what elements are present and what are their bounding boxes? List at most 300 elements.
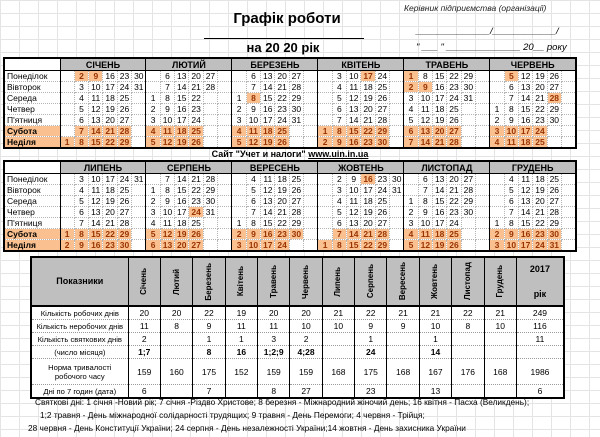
calendar-empty-cell <box>218 115 232 126</box>
month-column-header: Січень <box>139 268 149 295</box>
indicator-value-cell: 10 <box>484 320 516 333</box>
calendar-day-cell: 27 <box>547 196 561 207</box>
calendar-day-cell: 3 <box>404 93 418 104</box>
calendar-day-cell: 11 <box>160 218 174 229</box>
calendar-day-cell: 25 <box>117 185 131 196</box>
calendar-day-cell: 26 <box>189 137 203 149</box>
calendar-empty-cell <box>476 207 490 218</box>
calendar-day-cell: 4 <box>232 126 246 137</box>
calendar-day-cell: 24 <box>117 174 131 185</box>
indicator-value-cell: 27 <box>290 385 322 399</box>
calendar-day-cell: 20 <box>361 104 375 115</box>
calendar-day-cell: 11 <box>261 174 275 185</box>
calendar-empty-cell <box>561 71 576 82</box>
calendar-day-cell: 14 <box>89 126 103 137</box>
calendar-empty-cell <box>390 229 404 240</box>
indicator-value-cell: 9 <box>193 320 225 333</box>
calendar-day-cell: 7 <box>74 218 88 229</box>
calendar-day-cell: 5 <box>146 137 160 149</box>
month-column-header-cell <box>160 257 192 306</box>
calendar-empty-cell <box>390 115 404 126</box>
calendar-day-cell: 16 <box>519 229 533 240</box>
calendar-empty-cell <box>390 207 404 218</box>
calendar-day-cell: 6 <box>404 126 418 137</box>
calendar-empty-cell <box>561 137 576 149</box>
site-url-link[interactable]: www.uin.in.ua <box>308 149 369 159</box>
calendar-day-cell: 15 <box>347 126 361 137</box>
calendar-day-cell: 5 <box>332 207 346 218</box>
calendar-empty-cell <box>476 229 490 240</box>
indicator-year-total <box>516 346 564 359</box>
calendar-day-cell: 12 <box>347 93 361 104</box>
calendar-empty-cell <box>561 229 576 240</box>
calendar-empty-cell <box>318 185 332 196</box>
calendar-day-cell: 31 <box>203 207 217 218</box>
calendar-day-cell: 2 <box>232 229 246 240</box>
calendar-day-cell: 16 <box>347 137 361 149</box>
calendar-day-cell: 10 <box>89 174 103 185</box>
calendar-empty-cell <box>289 126 303 137</box>
calendar-day-cell: 9 <box>504 229 518 240</box>
month-column-header: Березень <box>203 262 213 301</box>
calendar-day-cell: 23 <box>189 196 203 207</box>
calendar-day-cell: 15 <box>519 218 533 229</box>
calendar-empty-cell <box>461 218 475 229</box>
month-column-header: Квітень <box>236 266 246 297</box>
calendar-day-cell: 3 <box>146 115 160 126</box>
calendar-day-cell: 11 <box>347 82 361 93</box>
calendar-day-cell: 26 <box>447 115 461 126</box>
calendar-day-cell: 29 <box>375 126 389 137</box>
indicator-year-total: 249 <box>516 306 564 320</box>
calendar-day-cell: 13 <box>418 126 432 137</box>
calendar-empty-cell <box>132 240 146 252</box>
calendar-empty-cell <box>304 82 318 93</box>
calendar-empty-cell <box>476 82 490 93</box>
month-header: ВЕРЕСЕНЬ <box>232 161 318 174</box>
weekday-label: Вівторок <box>4 185 60 196</box>
calendar-day-cell: 15 <box>175 93 189 104</box>
calendar-empty-cell <box>461 137 475 149</box>
calendar-day-cell: 29 <box>547 104 561 115</box>
calendar-day-cell: 24 <box>533 126 547 137</box>
calendar-day-cell: 15 <box>433 196 447 207</box>
calendar-day-cell: 20 <box>275 71 289 82</box>
calendar-day-cell: 2 <box>74 71 88 82</box>
calendar-day-cell: 12 <box>246 137 260 149</box>
calendar-empty-cell <box>318 196 332 207</box>
calendar-empty-cell <box>203 104 217 115</box>
manager-signature-label: Керівник підприємства (організації) <box>404 3 547 13</box>
calendar-day-cell: 21 <box>447 185 461 196</box>
month-column-header-cell <box>322 257 354 306</box>
calendar-day-cell: 11 <box>504 137 518 149</box>
indicator-value-cell: 13 <box>419 385 451 399</box>
calendar-empty-cell <box>476 93 490 104</box>
indicator-value-cell: 159 <box>258 359 290 385</box>
calendar-day-cell: 23 <box>533 229 547 240</box>
indicator-value-cell: 4;28 <box>290 346 322 359</box>
calendar-day-cell: 24 <box>189 115 203 126</box>
calendar-empty-cell <box>146 71 160 82</box>
indicator-value-cell: 21 <box>419 306 451 320</box>
calendar-day-cell: 6 <box>332 104 346 115</box>
month-header: СІЧЕНЬ <box>60 58 146 71</box>
calendar-day-cell: 13 <box>89 115 103 126</box>
calendar-day-cell: 13 <box>347 218 361 229</box>
calendar-empty-cell <box>232 185 246 196</box>
month-column-header: Лютий <box>171 268 181 295</box>
calendar-empty-cell <box>203 126 217 137</box>
calendar-empty-cell <box>132 115 146 126</box>
indicator-value-cell: 8 <box>258 385 290 399</box>
calendar-day-cell: 21 <box>275 82 289 93</box>
indicator-row-label: (число місяця) <box>31 346 128 359</box>
calendar-empty-cell <box>476 185 490 196</box>
calendar-empty-cell <box>304 196 318 207</box>
calendar-day-cell: 27 <box>289 71 303 82</box>
calendar-day-cell: 10 <box>89 82 103 93</box>
indicator-value-cell: 14 <box>419 346 451 359</box>
calendar-day-cell: 17 <box>519 240 533 252</box>
calendar-day-cell: 26 <box>189 229 203 240</box>
calendar-empty-cell <box>318 71 332 82</box>
calendar-day-cell: 9 <box>246 229 260 240</box>
calendar-day-cell: 28 <box>375 229 389 240</box>
calendar-empty-cell <box>318 104 332 115</box>
calendar-empty-cell <box>218 185 232 196</box>
calendar-day-cell: 20 <box>433 126 447 137</box>
calendar-day-cell: 18 <box>519 137 533 149</box>
calendar-day-cell: 7 <box>504 93 518 104</box>
calendar-day-cell: 30 <box>375 137 389 149</box>
calendar-day-cell: 8 <box>332 240 346 252</box>
indicator-row-label: Норма тривалості робочого часу <box>31 359 128 385</box>
calendar-day-cell: 19 <box>103 196 117 207</box>
calendar-day-cell: 19 <box>533 185 547 196</box>
calendar-day-cell: 21 <box>361 115 375 126</box>
calendar-day-cell: 3 <box>74 82 88 93</box>
calendar-empty-cell <box>476 126 490 137</box>
month-column-header: Листопад <box>462 262 472 301</box>
calendar-day-cell: 12 <box>89 104 103 115</box>
calendar-empty-cell <box>218 174 232 185</box>
calendar-empty-cell <box>218 82 232 93</box>
calendar-day-cell: 18 <box>361 196 375 207</box>
calendar-day-cell: 22 <box>533 218 547 229</box>
calendar-day-cell: 7 <box>504 207 518 218</box>
calendar-day-cell: 2 <box>490 115 504 126</box>
calendar-day-cell: 1 <box>490 218 504 229</box>
calendar-day-cell: 25 <box>289 174 303 185</box>
calendar-day-cell: 7 <box>246 82 260 93</box>
calendar-day-cell: 9 <box>504 115 518 126</box>
calendar-day-cell: 25 <box>533 137 547 149</box>
calendar-day-cell: 20 <box>361 218 375 229</box>
indicator-value-cell <box>322 333 354 346</box>
calendar-day-cell: 10 <box>347 185 361 196</box>
calendar-day-cell: 28 <box>547 93 561 104</box>
calendar-day-cell: 28 <box>447 137 461 149</box>
calendar-day-cell: 16 <box>103 71 117 82</box>
calendar-day-cell: 28 <box>461 185 475 196</box>
calendar-empty-cell <box>60 218 74 229</box>
calendar-empty-cell <box>60 185 74 196</box>
calendar-day-cell: 28 <box>547 207 561 218</box>
indicator-value-cell <box>452 346 484 359</box>
calendar-empty-cell <box>561 185 576 196</box>
calendar-day-cell: 16 <box>261 104 275 115</box>
indicator-value-cell: 3 <box>258 333 290 346</box>
calendar-empty-cell <box>218 218 232 229</box>
calendar-day-cell: 21 <box>433 137 447 149</box>
calendar-day-cell: 19 <box>261 137 275 149</box>
calendar-empty-cell <box>304 229 318 240</box>
calendar-day-cell: 14 <box>175 174 189 185</box>
calendar-empty-cell <box>304 126 318 137</box>
month-column-header-cell <box>128 257 160 306</box>
calendar-day-cell: 27 <box>375 104 389 115</box>
calendar-day-cell: 29 <box>289 218 303 229</box>
year-header-value: 2017 <box>529 263 550 274</box>
calendar-day-cell: 18 <box>103 93 117 104</box>
indicator-value-cell <box>484 346 516 359</box>
calendar-empty-cell <box>490 71 504 82</box>
calendar-empty-cell <box>476 137 490 149</box>
calendar-day-cell: 24 <box>375 71 389 82</box>
calendar-empty-cell <box>232 196 246 207</box>
calendar-empty-cell <box>404 185 418 196</box>
calendar-empty-cell <box>318 218 332 229</box>
calendar-empty-cell <box>476 240 490 252</box>
calendar-day-cell: 5 <box>332 93 346 104</box>
calendar-day-cell: 2 <box>318 137 332 149</box>
calendar-day-cell: 15 <box>89 137 103 149</box>
calendar-day-cell: 8 <box>246 218 260 229</box>
calendar-empty-cell <box>132 104 146 115</box>
calendar-empty-cell <box>132 207 146 218</box>
indicators-corner-header: Показники <box>31 257 128 306</box>
calendar-day-cell: 19 <box>533 71 547 82</box>
calendar-day-cell: 4 <box>490 137 504 149</box>
calendar-empty-cell <box>476 218 490 229</box>
calendar-empty-cell <box>132 218 146 229</box>
calendar-day-cell: 15 <box>347 240 361 252</box>
calendar-day-cell: 31 <box>390 185 404 196</box>
month-column-header: Серпень <box>365 264 375 299</box>
indicator-value-cell: 21 <box>387 306 419 320</box>
weekday-label: Четвер <box>4 104 60 115</box>
calendar-empty-cell <box>218 196 232 207</box>
calendar-day-cell: 29 <box>461 196 475 207</box>
calendar-day-cell: 18 <box>433 104 447 115</box>
calendar-empty-cell <box>561 115 576 126</box>
indicator-value-cell: 9 <box>355 320 387 333</box>
calendar-day-cell: 2 <box>332 174 346 185</box>
calendar-day-cell: 7 <box>160 174 174 185</box>
calendar-day-cell: 5 <box>246 185 260 196</box>
weekday-label: Понеділок <box>4 71 60 82</box>
indicator-value-cell: 1;2;9 <box>258 346 290 359</box>
calendar-empty-cell <box>490 185 504 196</box>
calendar-empty-cell <box>390 196 404 207</box>
calendar-day-cell: 22 <box>275 93 289 104</box>
calendar-day-cell: 19 <box>433 240 447 252</box>
calendar-day-cell: 20 <box>275 196 289 207</box>
calendar-day-cell: 3 <box>490 126 504 137</box>
calendar-day-cell: 31 <box>132 174 146 185</box>
calendar-day-cell: 30 <box>461 207 475 218</box>
calendar-day-cell: 21 <box>533 93 547 104</box>
month-column-header-cell <box>258 257 290 306</box>
calendar-day-cell: 3 <box>404 218 418 229</box>
calendar-empty-cell <box>232 71 246 82</box>
indicator-value-cell: 159 <box>290 359 322 385</box>
calendar-day-cell: 6 <box>418 174 432 185</box>
calendar-empty-cell <box>132 229 146 240</box>
indicator-value-cell: 1 <box>419 333 451 346</box>
calendar-day-cell: 13 <box>89 207 103 218</box>
calendar-empty-cell <box>132 196 146 207</box>
calendar-day-cell: 20 <box>103 207 117 218</box>
calendar-day-cell: 27 <box>461 174 475 185</box>
calendar-day-cell: 20 <box>447 174 461 185</box>
calendar-day-cell: 29 <box>289 93 303 104</box>
calendar-day-cell: 17 <box>103 82 117 93</box>
indicator-value-cell: 10 <box>290 320 322 333</box>
calendar-empty-cell <box>203 218 217 229</box>
month-column-header: Вересень <box>398 262 408 301</box>
indicator-value-cell: 7 <box>193 385 225 399</box>
calendar-empty-cell <box>561 240 576 252</box>
year-subtitle: на 20 20 рік <box>246 40 320 55</box>
calendar-day-cell: 14 <box>261 207 275 218</box>
indicator-value-cell: 16 <box>225 346 257 359</box>
calendar-day-cell: 16 <box>89 240 103 252</box>
calendar-corner-cell <box>4 161 60 174</box>
calendar-day-cell: 1 <box>146 93 160 104</box>
calendar-day-cell: 30 <box>547 115 561 126</box>
calendar-empty-cell <box>203 115 217 126</box>
calendar-day-cell: 9 <box>89 71 103 82</box>
month-column-header-cell <box>290 257 322 306</box>
calendar-day-cell: 4 <box>74 185 88 196</box>
calendar-day-cell: 15 <box>433 71 447 82</box>
calendar-empty-cell <box>490 82 504 93</box>
calendar-day-cell: 5 <box>74 104 88 115</box>
calendar-day-cell: 13 <box>160 240 174 252</box>
month-column-header: Жовтень <box>430 264 440 299</box>
weekday-label: Четвер <box>4 207 60 218</box>
calendar-day-cell: 12 <box>519 71 533 82</box>
calendar-empty-cell <box>561 82 576 93</box>
calendar-day-cell: 25 <box>375 196 389 207</box>
calendar-day-cell: 1 <box>404 71 418 82</box>
calendar-empty-cell <box>547 137 561 149</box>
calendar-day-cell: 12 <box>261 185 275 196</box>
calendar-day-cell: 19 <box>361 207 375 218</box>
calendar-day-cell: 29 <box>203 185 217 196</box>
calendar-day-cell: 10 <box>246 240 260 252</box>
calendar-day-cell: 4 <box>332 196 346 207</box>
indicator-value-cell: 19 <box>225 306 257 320</box>
calendar-day-cell: 19 <box>175 229 189 240</box>
indicator-value-cell: 23 <box>355 385 387 399</box>
indicator-value-cell <box>452 333 484 346</box>
site-watermark <box>3 149 577 159</box>
calendar-empty-cell <box>60 71 74 82</box>
month-header: ЛЮТИЙ <box>146 58 232 71</box>
indicator-value-cell: 11 <box>128 320 160 333</box>
calendar-day-cell: 4 <box>146 218 160 229</box>
indicator-value-cell: 8 <box>160 320 192 333</box>
calendar-day-cell: 17 <box>433 93 447 104</box>
calendar-day-cell: 2 <box>146 104 160 115</box>
calendar-empty-cell <box>132 126 146 137</box>
calendar-day-cell: 2 <box>232 104 246 115</box>
calendar-day-cell: 28 <box>203 174 217 185</box>
calendar-day-cell: 26 <box>447 240 461 252</box>
calendar-day-cell: 16 <box>175 104 189 115</box>
calendar-empty-cell <box>203 93 217 104</box>
calendar-day-cell: 27 <box>447 126 461 137</box>
calendar-day-cell: 1 <box>146 185 160 196</box>
calendar-empty-cell <box>390 104 404 115</box>
calendar-day-cell: 8 <box>504 104 518 115</box>
calendar-day-cell: 1 <box>490 104 504 115</box>
calendar-empty-cell <box>203 229 217 240</box>
calendar-day-cell: 6 <box>504 82 518 93</box>
calendar-day-cell: 27 <box>189 240 203 252</box>
calendar-day-cell: 14 <box>519 207 533 218</box>
calendar-day-cell: 17 <box>261 240 275 252</box>
calendar-day-cell: 23 <box>533 115 547 126</box>
calendar-empty-cell <box>490 174 504 185</box>
calendar-day-cell: 28 <box>117 126 131 137</box>
calendar-day-cell: 22 <box>103 137 117 149</box>
calendar-day-cell: 4 <box>246 174 260 185</box>
calendar-day-cell: 17 <box>433 218 447 229</box>
calendar-day-cell: 26 <box>275 137 289 149</box>
calendar-day-cell: 14 <box>418 137 432 149</box>
calendar-day-cell: 2 <box>60 240 74 252</box>
calendar-day-cell: 24 <box>189 207 203 218</box>
calendar-day-cell: 9 <box>332 137 346 149</box>
calendar-day-cell: 8 <box>418 71 432 82</box>
calendar-empty-cell <box>561 126 576 137</box>
calendar-day-cell: 9 <box>347 174 361 185</box>
calendar-day-cell: 30 <box>289 229 303 240</box>
calendar-empty-cell <box>561 174 576 185</box>
indicator-value-cell: 22 <box>452 306 484 320</box>
calendar-empty-cell <box>461 115 475 126</box>
calendar-day-cell: 27 <box>375 218 389 229</box>
calendar-day-cell: 10 <box>246 115 260 126</box>
calendar-day-cell: 22 <box>447 196 461 207</box>
calendar-day-cell: 9 <box>160 104 174 115</box>
calendar-day-cell: 21 <box>189 82 203 93</box>
calendar-empty-cell <box>561 196 576 207</box>
calendar-day-cell: 31 <box>132 82 146 93</box>
calendar-empty-cell <box>304 137 318 149</box>
calendar-empty-cell <box>476 196 490 207</box>
calendar-empty-cell <box>461 104 475 115</box>
calendar-day-cell: 12 <box>418 115 432 126</box>
calendar-day-cell: 21 <box>533 207 547 218</box>
calendar-empty-cell <box>304 218 318 229</box>
calendar-empty-cell <box>561 93 576 104</box>
calendar-day-cell: 6 <box>246 196 260 207</box>
